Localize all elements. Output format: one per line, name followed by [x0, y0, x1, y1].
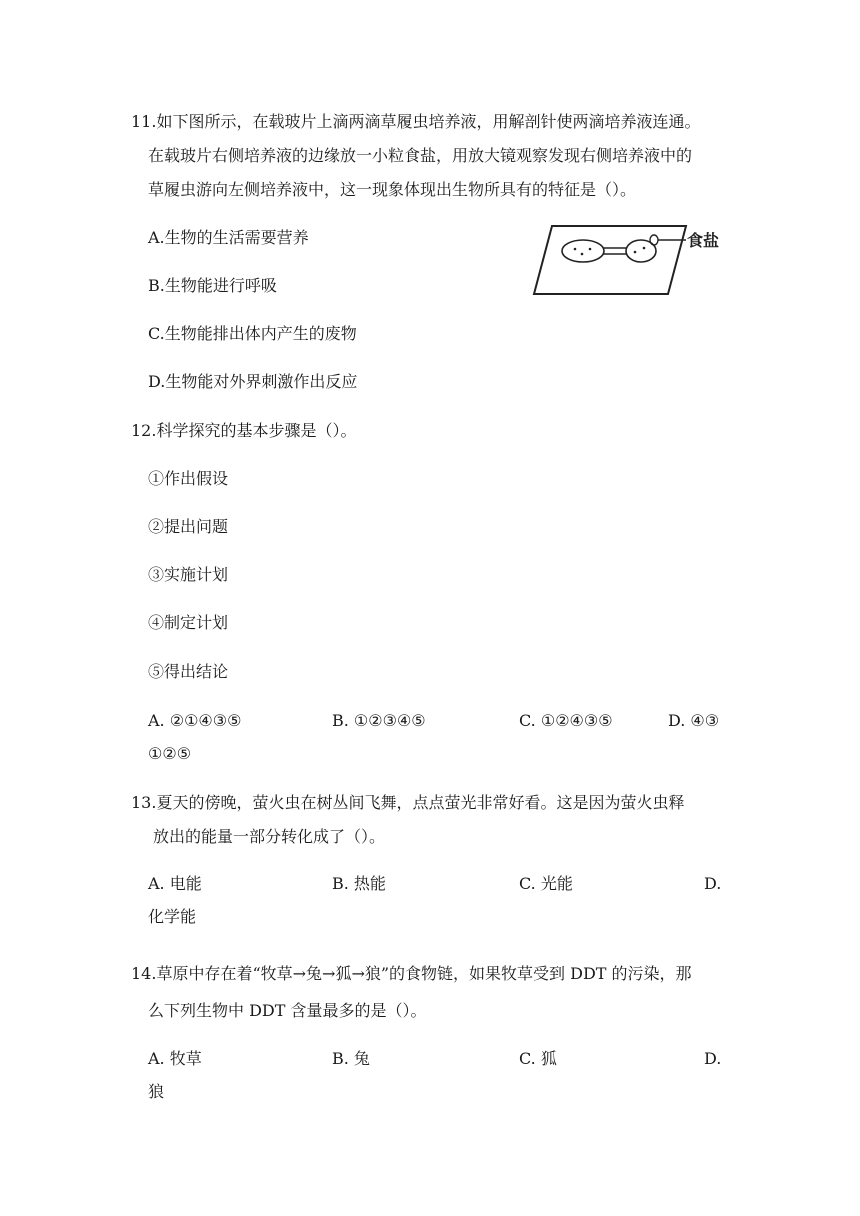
q11-stem-line-2: 在载玻片右侧培养液的边缘放一小粒食盐，用放大镜观察发现右侧培养液中的: [148, 146, 693, 165]
q11-option-c: C.生物能排出体内产生的废物: [148, 324, 357, 343]
microscope-slide-diagram: [530, 220, 730, 300]
connecting-channel: [603, 248, 627, 254]
q14-stem-line-1: 14.草原中存在着“牧草→兔→狐→狼”的食物链，如果牧草受到 DDT 的污染，那: [131, 964, 692, 983]
paramecium-dot: [643, 247, 646, 250]
q12-stem: 12.科学探究的基本步骤是（）。: [131, 421, 357, 440]
q14-option-d-continued: 狼: [148, 1082, 165, 1101]
salt-grain: [650, 235, 658, 245]
q12-option-d-continued: ①②⑤: [148, 744, 192, 763]
q14-stem-line-2: 么下列生物中 DDT 含量最多的是（）。: [148, 1001, 427, 1020]
paramecium-dot: [589, 248, 592, 251]
q14-option-d: D.: [704, 1049, 722, 1068]
q13-option-c: C. 光能: [519, 874, 573, 893]
q11-stem-line-3: 草履虫游向左侧培养液中，这一现象体现出生物所具有的特征是（）。: [148, 180, 637, 199]
q14-option-b: B. 兔: [332, 1049, 370, 1068]
q12-option-b: B. ①②③④⑤: [332, 711, 426, 730]
q13-option-a: A. 电能: [148, 874, 202, 893]
q11-option-b: B.生物能进行呼吸: [148, 276, 277, 295]
glass-slide: [534, 226, 686, 294]
q13-stem-line-1: 13.夏天的傍晚，萤火虫在树丛间飞舞，点点萤光非常好看。这是因为萤火虫释: [131, 793, 685, 812]
q12-option-c: C. ①②④③⑤: [519, 711, 613, 730]
q12-step-2: ②提出问题: [148, 517, 229, 536]
q13-option-b: B. 热能: [332, 874, 386, 893]
q13-option-d: D.: [704, 874, 722, 893]
q12-step-3: ③实施计划: [148, 565, 229, 584]
q13-option-d-continued: 化学能: [148, 907, 197, 926]
paramecium-dot: [634, 251, 637, 254]
q11-option-a: A.生物的生活需要营养: [148, 228, 309, 247]
q12-option-d: D. ④③: [668, 711, 720, 730]
q11-stem-line-1: 11.如下图所示，在载玻片上滴两滴草履虫培养液，用解剖针使两滴培养液连通。: [131, 112, 701, 131]
q13-stem-line-2: 放出的能量一部分转化成了（）。: [153, 827, 386, 846]
paramecium-dot: [574, 248, 577, 251]
q12-option-a: A. ②①④③⑤: [148, 711, 242, 730]
q12-step-4: ④制定计划: [148, 613, 229, 632]
left-culture-drop: [562, 240, 604, 262]
salt-label: 食盐: [687, 231, 720, 250]
q14-option-a: A. 牧草: [148, 1049, 202, 1068]
q12-step-5: ⑤得出结论: [148, 662, 229, 681]
paramecium-dot: [581, 253, 584, 256]
q11-option-d: D.生物能对外界刺激作出反应: [148, 372, 358, 391]
q12-step-1: ①作出假设: [148, 469, 229, 488]
q14-option-c: C. 狐: [519, 1049, 557, 1068]
